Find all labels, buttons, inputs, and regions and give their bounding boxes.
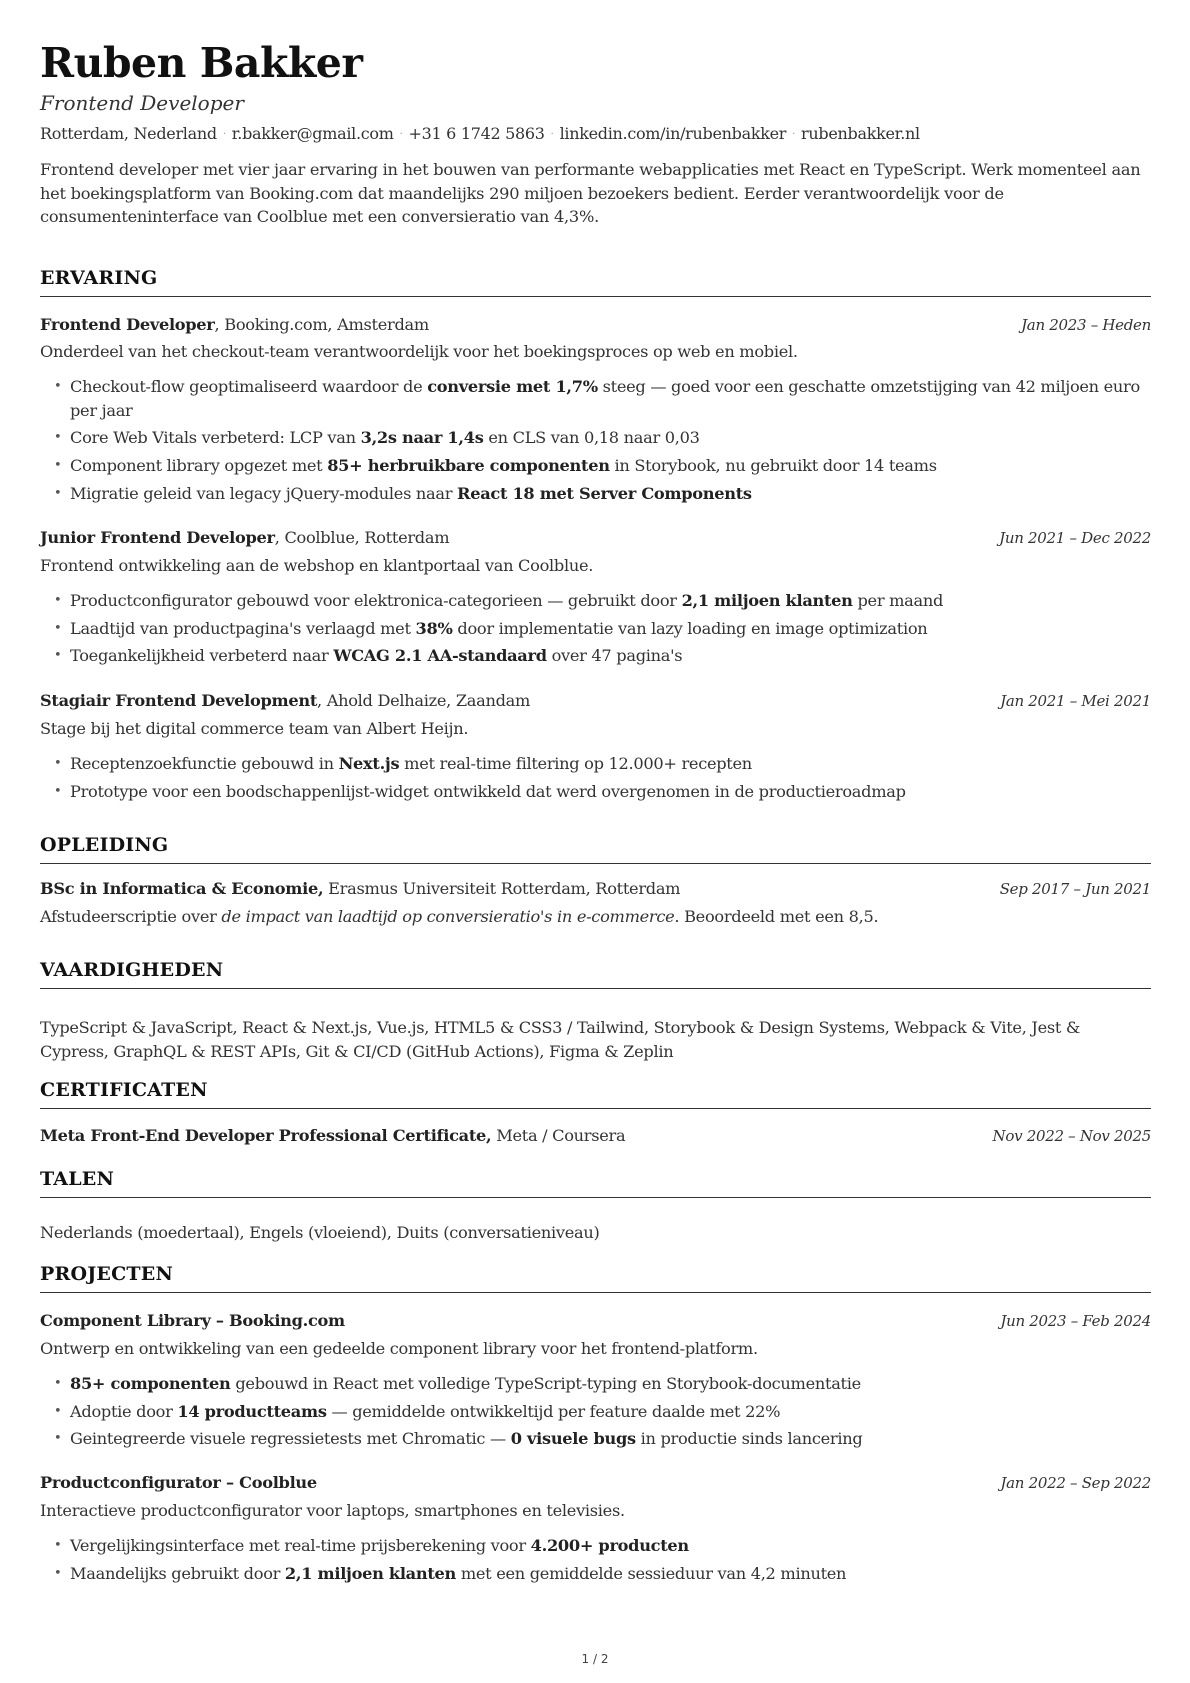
section-divider: [40, 1197, 1151, 1198]
contact-phone[interactable]: +31 6 1742 5863: [408, 124, 545, 143]
education-description: Afstudeerscriptie over de impact van laadtijd op conversieratio's in e-commerce. Beoordeeld met een 8,5.: [40, 907, 879, 926]
job-org: , Ahold Delhaize, Zaandam: [317, 691, 531, 710]
profile-summary: Frontend developer met vier jaar ervaring in het bouwen van performante webapplicaties met React en TypeScript. Werk momenteel aan het boekingsplatform van Booking.com dat maandelijks 290 miljoen bezoekers bedient. Eerder verantwoordelijk voor de consumenteninterface van Coolblue met een conversieratio van 4,3%.: [40, 160, 1141, 226]
contact-linkedin[interactable]: linkedin.com/in/rubenbakker: [559, 124, 787, 143]
project-name: Component Library – Booking.com: [40, 1311, 345, 1330]
certificate-issuer: Meta / Coursera: [491, 1126, 626, 1145]
project-name: Productconfigurator – Coolblue: [40, 1473, 317, 1492]
project-entry-header: [40, 1310, 1151, 1332]
separator-dot-icon: ·: [550, 129, 554, 140]
job-org: , Booking.com, Amsterdam: [214, 315, 429, 334]
section-education: [40, 833, 1151, 864]
page-number: 1 / 2: [581, 1652, 609, 1666]
education-entry-header: [40, 878, 1151, 900]
section-divider: [40, 1292, 1151, 1293]
section-heading: OPLEIDING: [40, 834, 169, 856]
list-item: • 85+ componenten gebouwd in React met volledige TypeScript-typing en Storybook-documentatie: [54, 1372, 1151, 1396]
project-description: Ontwerp en ontwikkeling van een gedeelde component library voor het frontend-platform.: [40, 1339, 758, 1358]
job-date: Jan 2021 – Mei 2021: [1000, 692, 1151, 710]
experience-entry-header: [40, 314, 1151, 336]
list-item: • Productconfigurator gebouwd voor elektronica-categorieen — gebruikt door 2,1 miljoen klanten per maand: [54, 589, 1151, 613]
section-divider: [40, 988, 1151, 989]
skills-line: Cypress, GraphQL & REST APIs, Git & CI/CD (GitHub Actions), Figma & Zeplin: [40, 1042, 674, 1061]
list-item: • Component library opgezet met 85+ herbruikbare componenten in Storybook, nu gebruikt door 14 teams: [54, 454, 1151, 478]
project-entry-header: [40, 1472, 1151, 1494]
school: Erasmus Universiteit Rotterdam, Rotterdam: [323, 879, 681, 898]
certificate-name: Meta Front-End Developer Professional Certificate,: [40, 1126, 492, 1145]
experience-entry-header: [40, 527, 1151, 549]
job-description: Onderdeel van het checkout-team verantwoordelijk voor het boekingsproces op web en mobiel.: [40, 342, 798, 361]
list-item: • Maandelijks gebruikt door 2,1 miljoen klanten met een gemiddelde sessieduur van 4,2 minuten: [54, 1562, 1151, 1586]
list-item: • Core Web Vitals verbeterd: LCP van 3,2s naar 1,4s en CLS van 0,18 naar 0,03: [54, 426, 1151, 450]
section-divider: [40, 296, 1151, 297]
contact-line: [40, 123, 920, 146]
job-date: Jun 2021 – Dec 2022: [999, 529, 1151, 547]
section-divider: [40, 863, 1151, 864]
job-role: Frontend Developer: [40, 315, 215, 334]
separator-dot-icon: ·: [222, 129, 226, 140]
list-item: • Prototype voor een boodschappenlijst-widget ontwikkeld dat werd overgenomen in de productieroadmap: [54, 780, 1151, 804]
section-languages: [40, 1167, 1151, 1198]
job-role: Junior Frontend Developer: [40, 528, 275, 547]
contact-email[interactable]: r.bakker@gmail.com: [231, 124, 394, 143]
job-description: Stage bij het digital commerce team van Albert Heijn.: [40, 719, 469, 738]
separator-dot-icon: ·: [792, 129, 796, 140]
job-description: Frontend ontwikkeling aan de webshop en klantportaal van Coolblue.: [40, 556, 594, 575]
project-date: Jun 2023 – Feb 2024: [1000, 1312, 1151, 1330]
project-description: Interactieve productconfigurator voor laptops, smartphones en televisies.: [40, 1501, 625, 1520]
separator-dot-icon: ·: [399, 129, 403, 140]
list-item: • Migratie geleid van legacy jQuery-modules naar React 18 met Server Components: [54, 482, 1151, 506]
list-item: • Toegankelijkheid verbeterd naar WCAG 2.1 AA-standaard over 47 pagina's: [54, 644, 1151, 668]
candidate-name: Ruben Bakker: [40, 39, 363, 87]
project-date: Jan 2022 – Sep 2022: [1000, 1474, 1151, 1492]
certificate-date: Nov 2022 – Nov 2025: [992, 1127, 1151, 1145]
contact-location: Rotterdam, Nederland: [40, 124, 217, 143]
list-item: • Vergelijkingsinterface met real-time prijsberekening voor 4.200+ producten: [54, 1534, 1151, 1558]
list-item: • Checkout-flow geoptimaliseerd waardoor de conversie met 1,7% steeg — goed voor een geschatte omzetstijging van 42 miljoen euro per jaar: [54, 375, 1151, 422]
section-heading: ERVARING: [40, 267, 158, 289]
languages-line: Nederlands (moedertaal), Engels (vloeiend), Duits (conversatieniveau): [40, 1223, 600, 1242]
list-item: • Laadtijd van productpagina's verlaagd met 38% door implementatie van lazy loading en image optimization: [54, 617, 1151, 641]
job-role: Stagiair Frontend Development: [40, 691, 318, 710]
experience-entry-header: [40, 690, 1151, 712]
contact-website[interactable]: rubenbakker.nl: [801, 124, 920, 143]
candidate-title: Frontend Developer: [40, 91, 244, 115]
section-heading: PROJECTEN: [40, 1263, 174, 1285]
list-item: • Geintegreerde visuele regressietests met Chromatic — 0 visuele bugs in productie sinds lancering: [54, 1427, 1151, 1451]
degree: BSc in Informatica & Economie,: [40, 879, 324, 898]
list-item: • Adoptie door 14 productteams — gemiddelde ontwikkeltijd per feature daalde met 22%: [54, 1400, 1151, 1424]
section-heading: TALEN: [40, 1168, 115, 1190]
section-projects: [40, 1262, 1151, 1293]
section-skills: [40, 958, 1151, 989]
skills-line: TypeScript & JavaScript, React & Next.js, Vue.js, HTML5 & CSS3 / Tailwind, Storybook & Design Systems, Webpack & Vite, Jest &: [40, 1018, 1081, 1037]
section-heading: CERTIFICATEN: [40, 1079, 208, 1101]
section-heading: VAARDIGHEDEN: [40, 959, 224, 981]
education-date: Sep 2017 – Jun 2021: [999, 880, 1151, 898]
certificate-entry: [40, 1125, 1151, 1147]
job-org: , Coolblue, Rotterdam: [274, 528, 450, 547]
job-date: Jan 2023 – Heden: [1021, 316, 1151, 334]
section-divider: [40, 1108, 1151, 1109]
section-certificates: [40, 1078, 1151, 1109]
section-experience: [40, 266, 1151, 297]
list-item: • Receptenzoekfunctie gebouwd in Next.js met real-time filtering op 12.000+ recepten: [54, 752, 1151, 776]
